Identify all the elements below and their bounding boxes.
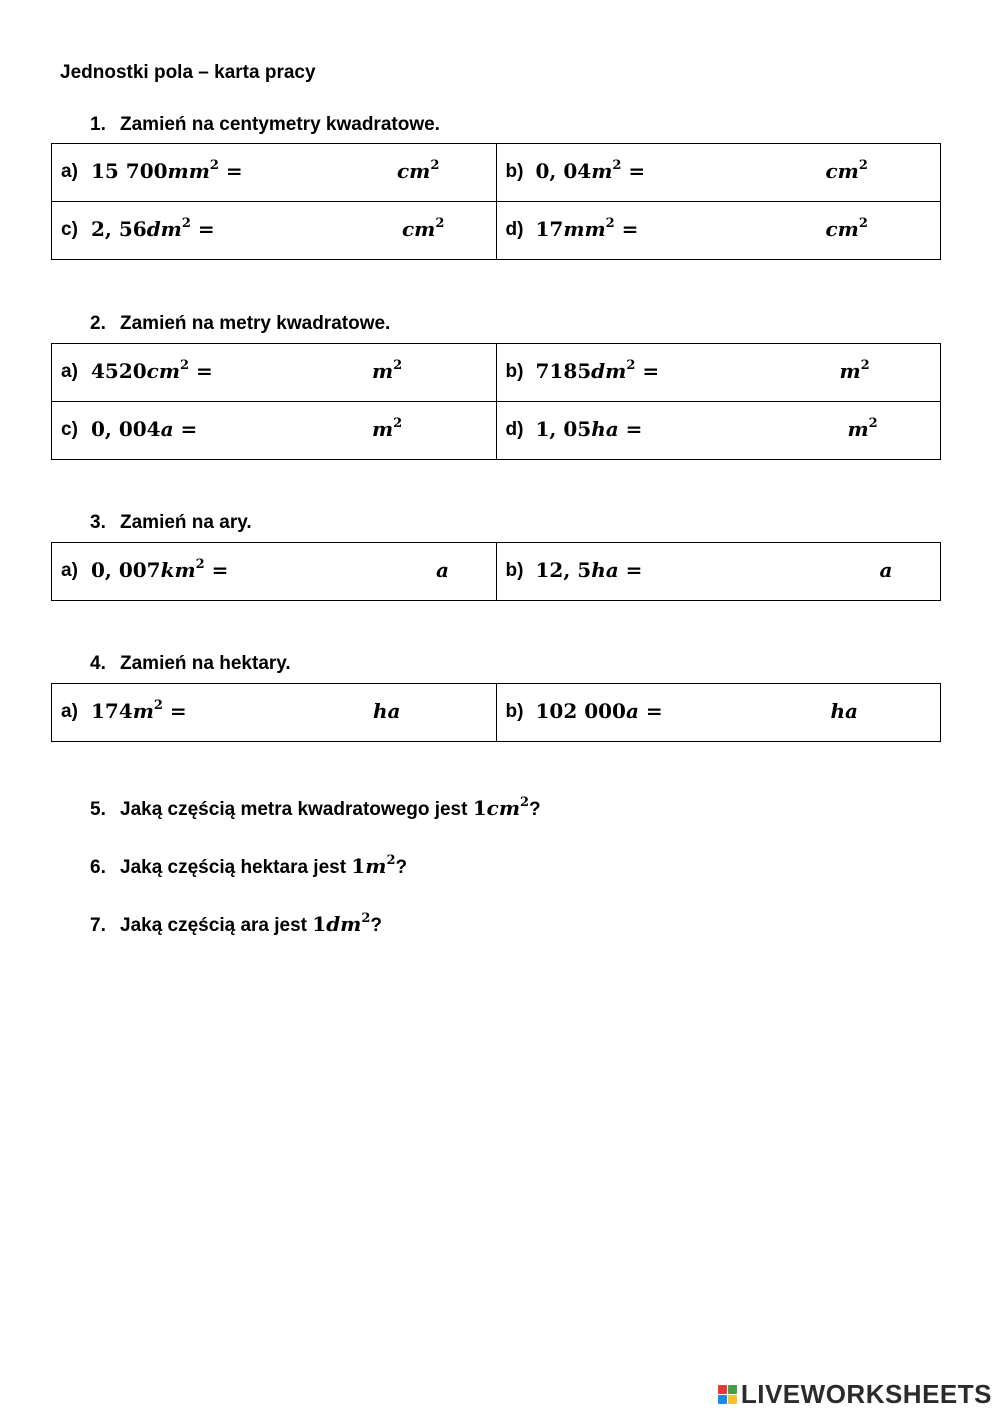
task-2-table: [51, 343, 941, 460]
table-row: [52, 543, 941, 601]
task-2-heading: [90, 313, 390, 335]
question-6: 6. Jaką częścią hektara jest $1m^2$?: [90, 853, 408, 878]
exercise-expression: $174m^2$ =: [91, 698, 187, 723]
exercise-expression: $17mm^2$ =: [535, 216, 639, 241]
exercise-letter: b): [505, 361, 524, 382]
task-number: 4.: [90, 653, 106, 674]
exercise-letter: c): [61, 419, 78, 440]
task-4-table: [51, 683, 941, 742]
exercise-cell[interactable]: [52, 344, 497, 402]
logo-square: [728, 1395, 737, 1404]
exercise-expression: 12, 5ha =: [535, 558, 643, 582]
task-number: 2.: [90, 313, 106, 334]
exercise-cell[interactable]: [496, 684, 941, 742]
exercise-cell[interactable]: [52, 402, 497, 460]
question-math: $1m^2$: [351, 853, 396, 878]
exercise-expression: 2, $56dm^2$ =: [91, 216, 215, 241]
task-heading-text: Zamień na hektary.: [120, 653, 291, 674]
logo-square: [728, 1385, 737, 1394]
exercise-letter: a): [61, 361, 78, 382]
question-7: 7. Jaką częścią ara jest $1dm^2$?: [90, 911, 382, 936]
task-heading-text: Zamień na centymetry kwadratowe.: [120, 114, 440, 135]
target-unit: ha: [373, 699, 401, 723]
question-text: Jaką częścią hektara jest: [120, 857, 352, 878]
exercise-expression: 0, 004a =: [91, 417, 198, 441]
exercise-expression: 102 000a =: [535, 699, 663, 723]
exercise-expression: 15 $700mm^2$ =: [91, 158, 243, 183]
exercise-expression: 1, 05ha =: [535, 417, 643, 441]
logo-square: [718, 1385, 727, 1394]
target-unit: a: [879, 558, 893, 582]
table-row: [52, 144, 941, 202]
question-text: Jaką częścią ara jest: [120, 915, 313, 936]
logo-square: [718, 1395, 727, 1404]
task-number: 3.: [90, 512, 106, 533]
exercise-cell[interactable]: [496, 402, 941, 460]
question-5: 5. Jaką częścią metra kwadratowego jest $1cm^2$?: [90, 795, 541, 820]
target-unit: $cm^2$: [402, 216, 445, 241]
exercise-expression: 0, $04m^2$ =: [535, 158, 646, 183]
liveworksheets-logo-icon: [718, 1385, 737, 1404]
exercise-letter: b): [505, 161, 524, 182]
exercise-letter: a): [61, 560, 78, 581]
exercise-letter: d): [505, 219, 524, 240]
page-title: Jednostki pola – karta pracy: [60, 62, 316, 83]
exercise-expression: $4520cm^2$ =: [91, 358, 213, 383]
question-math: $1cm^2$: [472, 795, 530, 820]
question-number: 7.: [90, 915, 106, 936]
question-math: $1dm^2$: [312, 911, 371, 936]
question-text: Jaką częścią metra kwadratowego jest: [120, 799, 473, 820]
watermark-text: LIVEWORKSHEETS: [740, 1378, 992, 1409]
target-unit: $m^2$: [847, 416, 878, 441]
task-4-heading: [90, 653, 291, 675]
table-row: [52, 684, 941, 742]
exercise-cell[interactable]: [496, 144, 941, 202]
task-1-heading: [90, 114, 440, 136]
task-3-heading: [90, 512, 252, 534]
exercise-cell[interactable]: [496, 344, 941, 402]
target-unit: ha: [830, 699, 858, 723]
exercise-cell[interactable]: [52, 684, 497, 742]
target-unit: $cm^2$: [825, 158, 868, 183]
exercise-cell[interactable]: [52, 144, 497, 202]
question-number: 5.: [90, 799, 106, 820]
exercise-letter: b): [505, 560, 524, 581]
task-1-table: [51, 143, 941, 260]
task-3-table: [51, 542, 941, 601]
liveworksheets-watermark: [718, 1378, 992, 1409]
target-unit: $m^2$: [372, 358, 403, 383]
table-row: [52, 344, 941, 402]
exercise-expression: 0, $007km^2$ =: [91, 557, 229, 582]
task-number: 1.: [90, 114, 106, 135]
target-unit: $cm^2$: [397, 158, 440, 183]
table-row: [52, 402, 941, 460]
exercise-letter: a): [61, 161, 78, 182]
exercise-cell[interactable]: [52, 543, 497, 601]
exercise-expression: $7185dm^2$ =: [535, 358, 660, 383]
task-heading-text: Zamień na ary.: [120, 512, 252, 533]
task-heading-text: Zamień na metry kwadratowe.: [120, 313, 391, 334]
target-unit: $m^2$: [372, 416, 403, 441]
target-unit: a: [436, 558, 449, 582]
exercise-cell[interactable]: [496, 202, 941, 260]
exercise-letter: a): [61, 701, 78, 722]
exercise-cell[interactable]: [496, 543, 941, 601]
exercise-cell[interactable]: [52, 202, 497, 260]
exercise-letter: c): [61, 219, 78, 240]
table-row: [52, 202, 941, 260]
exercise-letter: d): [505, 419, 524, 440]
exercise-letter: b): [505, 701, 524, 722]
target-unit: $cm^2$: [825, 216, 868, 241]
question-number: 6.: [90, 857, 106, 878]
target-unit: $m^2$: [839, 358, 870, 383]
